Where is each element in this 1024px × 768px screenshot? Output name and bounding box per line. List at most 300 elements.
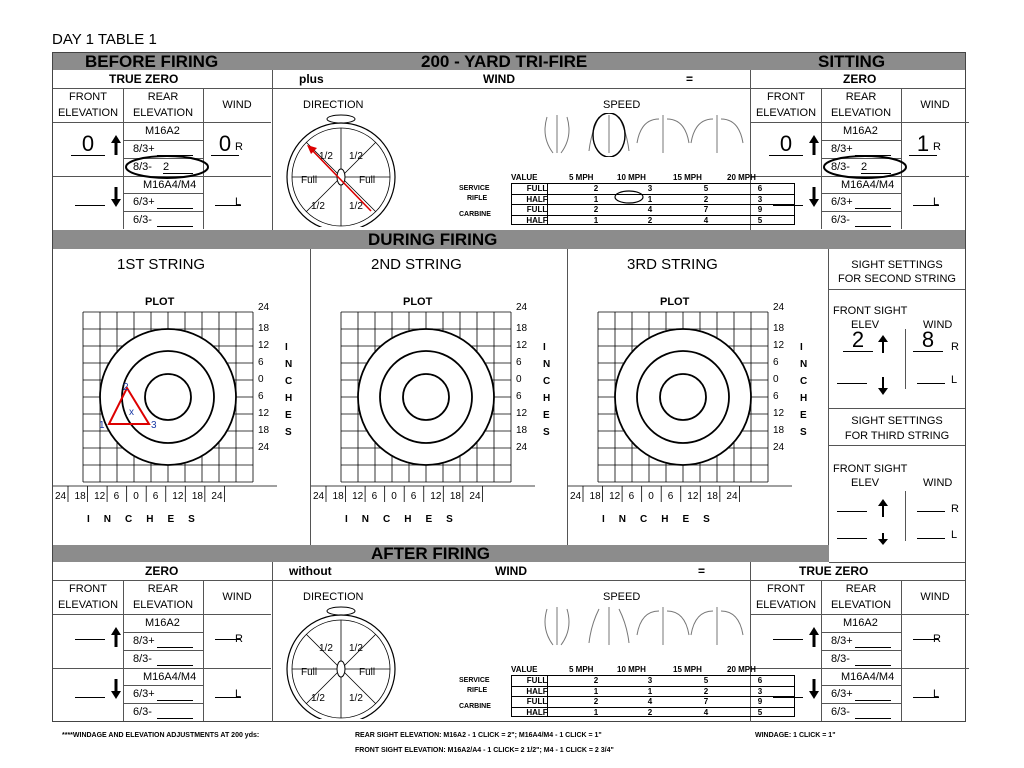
plot-1-xtick-8: 24 (211, 491, 223, 502)
footer-note-windage: WINDAGE: 1 CLICK = 1" (755, 732, 836, 739)
plot-3-xtick-4: 0 (648, 491, 654, 502)
after-true-zero-label: TRUE ZERO (799, 564, 869, 578)
plot-2-xtick-7: 18 (449, 491, 461, 502)
wb-clock-full-1: Full (301, 667, 318, 678)
plot-3-inches-v-4: E (800, 410, 807, 421)
footer-note-front-sight: FRONT SIGHT ELEVATION: M16A2/A4 - 1 CLICK= 2 1/2"; M4 - 1 CLICK = 2 3/4" (355, 747, 614, 754)
third-elev-down-blank[interactable] (837, 538, 867, 539)
br-63plus: 6/3+ (831, 688, 853, 700)
plot-2-inches-v-3: H (543, 393, 551, 404)
br-rear-elevation-label: ELEVATION (830, 599, 892, 611)
up-arrow-icon (877, 499, 889, 517)
plot-2-xtick-4: 0 (391, 491, 397, 502)
wb-clock-half-3: 1/2 (311, 693, 325, 704)
wb-cell-1-0-3: 7 (703, 697, 709, 706)
tl-m16a4m4: M16A4/M4 (143, 179, 197, 191)
tr-83plus: 8/3+ (831, 143, 853, 155)
wb-clock-full-2: Full (359, 667, 376, 678)
plot-1-inches-v-3: H (285, 393, 293, 404)
wb-table-header-1: 5 MPH (569, 665, 594, 674)
page-title: DAY 1 TABLE 1 (52, 31, 157, 48)
third-elev-up-blank[interactable] (837, 511, 867, 512)
wb-cell-0-1-2: 1 (647, 686, 653, 696)
wt-cell-0-0-1: 2 (593, 184, 599, 193)
plot-2-inches-v-5: S (543, 427, 550, 438)
up-arrow-icon (809, 627, 819, 647)
wb-cell-0-1-4: 3 (757, 686, 763, 696)
plot-3-ytick-2: 12 (773, 340, 785, 351)
wt-cell-0-1-1: 1 (593, 194, 599, 204)
score-card (52, 52, 966, 722)
wind-r-2: R (951, 341, 959, 353)
plot-2-inches-v-1: N (543, 359, 551, 370)
br-m16a2: M16A2 (843, 617, 878, 629)
plot-1-inches-h: INCHES (87, 514, 209, 523)
wt-table-header-4: 20 MPH (727, 173, 756, 182)
tr-front-elev-value[interactable]: 0 (769, 133, 803, 156)
plot-3rd-string[interactable] (568, 293, 824, 523)
tr-front-label: FRONT (767, 91, 805, 103)
wb-table-header-3: 15 MPH (673, 665, 702, 674)
bl-63plus: 6/3+ (133, 688, 155, 700)
after-wind-panel (273, 581, 763, 721)
plot-1-xtick-6: 12 (172, 491, 184, 502)
br-83minus: 8/3- (831, 653, 850, 665)
wind-l-3: L (951, 529, 958, 541)
wb-clock-half-1: 1/2 (319, 643, 333, 654)
tr-83minus: 8/3- (831, 161, 850, 173)
wt-cell-0-0-2: 3 (647, 184, 653, 193)
wt-cell-0-1-4: 3 (757, 194, 763, 204)
wind-label-3: WIND (923, 477, 953, 489)
plot-1-ytick-2: 12 (258, 340, 270, 351)
tl-front-label: FRONT (69, 91, 107, 103)
tr-wind-value[interactable]: 1 (909, 133, 937, 156)
plot-3-xtick-3: 6 (628, 491, 635, 502)
br-wind-label: WIND (920, 591, 950, 603)
before-firing-label: BEFORE FIRING (85, 52, 219, 71)
wt-rifle-label: RIFLE (467, 195, 488, 202)
wb-cell-0-0-1: 2 (593, 676, 599, 685)
wb-speed-label: SPEED (603, 591, 641, 603)
string-1-title: 1ST STRING (117, 256, 206, 273)
down-arrow-icon (809, 679, 819, 699)
bl-wind-label: WIND (222, 591, 252, 603)
zero-label: ZERO (843, 72, 877, 86)
bl-rear-label: REAR (147, 583, 179, 595)
bl-wind-r: R (235, 633, 243, 645)
tl-63plus-blank[interactable] (157, 208, 193, 209)
plot-3-inches-h: INCHES (602, 514, 724, 523)
shot-group-center: x (129, 407, 134, 418)
br-front-label: FRONT (767, 583, 805, 595)
down-arrow-icon (111, 187, 121, 207)
after-zero-label: ZERO (145, 564, 179, 578)
position-label: SITTING (818, 52, 886, 71)
wt-service-label: SERVICE (459, 185, 490, 192)
up-arrow-icon (111, 135, 121, 155)
wb-cell-1-1-4: 5 (757, 707, 763, 717)
br-wind-l: L (933, 688, 940, 700)
second-elev-value[interactable]: 2 (843, 329, 873, 352)
plot-2-xtick-1: 18 (332, 491, 344, 502)
tr-circle-mark (821, 153, 909, 181)
tr-wind-r: R (933, 141, 941, 153)
tl-lower-elev-blank[interactable] (75, 205, 105, 206)
plot-3-inches-v-5: S (800, 427, 807, 438)
wind-label: WIND (483, 72, 515, 86)
plot-1-inches-v-2: C (285, 376, 293, 387)
bl-63minus: 6/3- (133, 706, 152, 718)
plot-2-ytick-5: 6 (516, 391, 522, 402)
bl-front-label: FRONT (69, 583, 107, 595)
after-firing-bar (53, 545, 829, 562)
tr-wind-l: L (933, 196, 940, 208)
wb-cell-0-0-4: 6 (757, 676, 763, 685)
bl-rear-elevation-label: ELEVATION (132, 599, 194, 611)
wt-cell-0-0-3: 5 (703, 184, 709, 193)
plot-3-inches-v-0: I (800, 342, 803, 353)
bl-front-elev-blank[interactable] (75, 639, 105, 640)
tr-63plus-blank[interactable] (855, 208, 891, 209)
plot-2-xtick-2: 12 (352, 491, 364, 502)
wind-r-3: R (951, 503, 959, 515)
wt-table-header-1: 5 MPH (569, 173, 594, 182)
bl-lower-elev-blank[interactable] (75, 697, 105, 698)
wt-cell-0-1-2: 1 (647, 194, 653, 204)
wt-cell-1-1-4: 5 (757, 215, 763, 225)
tl-m16a2: M16A2 (145, 125, 180, 137)
plot-3-xtick-7: 18 (706, 491, 718, 502)
equals-label: = (686, 72, 694, 86)
sight-settings-2-title-2: FOR SECOND STRING (838, 273, 956, 285)
wb-cell-0-1-0: HALF (526, 686, 548, 696)
wb-cell-0-1-3: 2 (703, 686, 709, 696)
tl-rear-label: REAR (147, 91, 179, 103)
plot-1-ytick-1: 18 (258, 323, 270, 334)
wb-cell-1-0-2: 4 (647, 697, 653, 706)
wt-cell-0-0-0: FULL (526, 184, 548, 193)
wb-cell-1-1-1: 1 (593, 707, 599, 717)
down-arrow-icon (111, 679, 121, 699)
up-arrow-icon (111, 627, 121, 647)
second-wind-l-blank[interactable] (917, 383, 945, 384)
tl-83minus: 8/3- (133, 161, 152, 173)
footer-note-rear-sight: REAR SIGHT ELEVATION: M16A2 - 1 CLICK = 2"; M16A4/M4 - 1 CLICK = 1" (355, 732, 602, 739)
during-firing-label: DURING FIRING (368, 230, 498, 249)
plot-3-xtick-2: 12 (609, 491, 621, 502)
wb-rifle-label: RIFLE (467, 687, 488, 694)
plot-3-ytick-1: 18 (773, 323, 785, 334)
wb-cell-0-0-2: 3 (647, 676, 653, 685)
wt-table-header-3: 15 MPH (673, 173, 702, 182)
second-wind-value[interactable]: 8 (913, 329, 943, 352)
plot-2-ytick-1: 18 (516, 323, 528, 334)
bl-83plus: 8/3+ (133, 635, 155, 647)
bl-83plus-blank[interactable] (157, 647, 193, 648)
second-elev-down-blank[interactable] (837, 383, 867, 384)
plot-3-ytick-7: 18 (773, 425, 785, 436)
third-wind-r-blank[interactable] (917, 511, 945, 512)
string-2-title: 2ND STRING (371, 256, 462, 273)
plot-2-ytick-8: 24 (516, 442, 528, 453)
plot-1-inches-v-4: E (285, 410, 292, 421)
br-m16a4m4: M16A4/M4 (841, 671, 895, 683)
during-firing-bar (53, 230, 965, 249)
tl-83plus: 8/3+ (133, 143, 155, 155)
true-zero-label: TRUE ZERO (109, 72, 179, 86)
bl-elevation-label: ELEVATION (57, 599, 119, 611)
tr-63plus: 6/3+ (831, 196, 853, 208)
tr-63minus-blank[interactable] (855, 226, 891, 227)
wb-cell-1-0-0: FULL (526, 697, 548, 706)
plot-title-3: PLOT (660, 296, 690, 308)
wb-cell-0-1-1: 1 (593, 686, 599, 696)
plot-3-xtick-6: 12 (687, 491, 699, 502)
wt-carbine-label: CARBINE (459, 211, 491, 218)
wb-table-header-4: 20 MPH (727, 665, 756, 674)
wb-cell-1-0-4: 9 (757, 697, 763, 706)
wb-clock-half-4: 1/2 (349, 693, 363, 704)
bl-83minus-blank[interactable] (157, 665, 193, 666)
tr-rear-elevation-label: ELEVATION (830, 107, 892, 119)
tl-wind-value[interactable]: 0 (211, 133, 239, 156)
plot-2-xtick-8: 24 (469, 491, 481, 502)
plot-2-xtick-3: 6 (371, 491, 378, 502)
wt-cell-1-1-1: 1 (593, 215, 599, 225)
plot-2-ytick-7: 18 (516, 425, 528, 436)
plot-1-inches-v-1: N (285, 359, 293, 370)
plot-3-ytick-0: 24 (773, 302, 785, 313)
wb-service-label: SERVICE (459, 677, 490, 684)
bl-wind-l: L (235, 688, 242, 700)
plot-2-ytick-4: 0 (516, 374, 522, 385)
plot-title-2: PLOT (403, 296, 433, 308)
tl-83minus-value[interactable]: 2 (163, 161, 193, 174)
bl-m16a2: M16A2 (145, 617, 180, 629)
br-front-elev-blank[interactable] (773, 639, 803, 640)
plot-2-ytick-3: 6 (516, 357, 522, 368)
after-equals-label: = (698, 564, 706, 578)
plot-1-ytick-5: 6 (258, 391, 264, 402)
plot-2nd-string[interactable] (311, 293, 567, 523)
bl-m16a4m4: M16A4/M4 (143, 671, 197, 683)
br-63minus-blank[interactable] (855, 718, 891, 719)
wt-cell-1-1-3: 4 (703, 215, 709, 225)
plot-3-ytick-5: 6 (773, 391, 779, 402)
elev-label-3: ELEV (851, 477, 880, 489)
shot-mark-2: 2 (123, 382, 129, 393)
plot-1-ytick-3: 6 (258, 357, 264, 368)
tr-wind-label: WIND (920, 99, 950, 111)
wb-wind-speed-flags (513, 605, 749, 649)
sight-settings-2-title-1: SIGHT SETTINGS (851, 259, 943, 271)
wb-direction-label: DIRECTION (303, 591, 364, 603)
br-elevation-label: ELEVATION (755, 599, 817, 611)
third-wind-l-blank[interactable] (917, 538, 945, 539)
wb-clock-half-2: 1/2 (349, 643, 363, 654)
shot-mark-3: 3 (151, 420, 157, 431)
wb-table-header-2: 10 MPH (617, 665, 646, 674)
down-arrow-icon (877, 533, 889, 545)
wb-cell-1-1-0: HALF (526, 707, 548, 717)
plot-1-xtick-1: 18 (74, 491, 86, 502)
without-label: without (289, 564, 332, 578)
plot-1-xtick-0: 24 (55, 491, 67, 502)
wb-cell-1-1-2: 2 (647, 707, 653, 717)
plus-label: plus (299, 72, 324, 86)
plot-1-xtick-2: 12 (94, 491, 106, 502)
wt-clock-full-1: Full (301, 175, 318, 186)
tr-m16a4m4: M16A4/M4 (841, 179, 895, 191)
br-63plus-blank[interactable] (855, 700, 891, 701)
plot-3-xtick-1: 18 (589, 491, 601, 502)
wt-cell-1-1-2: 2 (647, 215, 653, 225)
tr-83minus-value[interactable]: 2 (861, 161, 891, 174)
down-arrow-icon (809, 187, 819, 207)
wt-cell-1-0-3: 7 (703, 205, 709, 214)
plot-2-inches-v-0: I (543, 342, 546, 353)
plot-1-ytick-8: 24 (258, 442, 270, 453)
after-wind-label: WIND (495, 564, 527, 578)
br-63minus: 6/3- (831, 706, 850, 718)
wt-table-circle-mark (613, 190, 645, 204)
wt-clock-full-2: Full (359, 175, 376, 186)
plot-1-inches-v-5: S (285, 427, 292, 438)
tl-elevation-label: ELEVATION (57, 107, 119, 119)
up-arrow-icon (809, 135, 819, 155)
after-firing-label: AFTER FIRING (371, 544, 490, 563)
front-sight-label-2: FRONT SIGHT (833, 305, 908, 317)
plot-2-inches-v-4: E (543, 410, 550, 421)
plot-1-ytick-6: 12 (258, 408, 270, 419)
tr-63minus: 6/3- (831, 214, 850, 226)
plot-3-inches-v-2: C (800, 376, 808, 387)
bl-63plus-blank[interactable] (157, 700, 193, 701)
wt-cell-1-0-0: FULL (526, 205, 548, 214)
wind-l-2: L (951, 374, 958, 386)
plot-3-ytick-4: 0 (773, 374, 779, 385)
tl-63minus: 6/3- (133, 214, 152, 226)
plot-3-ytick-8: 24 (773, 442, 785, 453)
down-arrow-icon (877, 377, 889, 395)
sight-settings-3-title-2: FOR THIRD STRING (844, 430, 950, 442)
up-arrow-icon (877, 335, 889, 353)
plot-1st-string[interactable] (53, 293, 309, 523)
wt-cell-1-0-2: 4 (647, 205, 653, 214)
wt-wind-speed-flags (513, 113, 749, 157)
plot-2-xtick-0: 24 (313, 491, 325, 502)
wind-label-2: WIND (923, 319, 953, 331)
tr-rear-label: REAR (845, 91, 877, 103)
br-83plus: 8/3+ (831, 635, 853, 647)
plot-1-xtick-3: 6 (113, 491, 120, 502)
plot-2-inches-v-2: C (543, 376, 551, 387)
course-title: 200 - YARD TRI-FIRE (421, 52, 588, 71)
plot-1-ytick-7: 18 (258, 425, 270, 436)
wb-cell-0-0-0: FULL (526, 676, 548, 685)
tl-wind-r: R (235, 141, 243, 153)
before-firing-bar (53, 53, 965, 70)
bl-83minus: 8/3- (133, 653, 152, 665)
wt-cell-0-1-0: HALF (526, 194, 548, 204)
plot-title-1: PLOT (145, 296, 175, 308)
plot-2-ytick-0: 24 (516, 302, 528, 313)
tl-wind-l: L (235, 196, 242, 208)
elev-label-2: ELEV (851, 319, 880, 331)
wt-speed-label: SPEED (603, 99, 641, 111)
tl-rear-elevation-label: ELEVATION (132, 107, 194, 119)
tl-wind-label: WIND (222, 99, 252, 111)
string-3-title: 3RD STRING (627, 256, 718, 273)
wt-clock-half-2: 1/2 (349, 151, 363, 162)
plot-3-xtick-8: 24 (726, 491, 738, 502)
plot-3-inches-v-3: H (800, 393, 808, 404)
sight-settings-panel (829, 249, 965, 545)
shooter-icon (327, 115, 355, 123)
tr-m16a2: M16A2 (843, 125, 878, 137)
bl-63minus-blank[interactable] (157, 718, 193, 719)
wb-cell-1-0-1: 2 (593, 697, 599, 706)
sight-settings-3-title-1: SIGHT SETTINGS (851, 415, 943, 427)
plot-3-ytick-3: 6 (773, 357, 779, 368)
tl-circle-mark (123, 153, 211, 181)
wt-table-header-0: VALUE (511, 173, 538, 182)
wt-direction-label: DIRECTION (303, 99, 364, 111)
tl-63minus-blank[interactable] (157, 226, 193, 227)
plot-2-xtick-5: 6 (410, 491, 417, 502)
plot-2-inches-h: INCHES (345, 514, 467, 523)
plot-2-xtick-6: 12 (430, 491, 442, 502)
plot-3-xtick-0: 24 (570, 491, 582, 502)
wb-cell-0-0-3: 5 (703, 676, 709, 685)
wt-cell-0-0-4: 6 (757, 184, 763, 193)
footer-note-adjustments: ****WINDAGE AND ELEVATION ADJUSTMENTS AT 200 yds: (62, 732, 260, 739)
plot-1-xtick-7: 18 (191, 491, 203, 502)
plot-1-xtick-4: 0 (133, 491, 139, 502)
wt-cell-1-1-0: HALF (526, 215, 548, 225)
plot-1-ytick-4: 0 (258, 374, 264, 385)
before-wind-panel (273, 89, 763, 229)
plot-3-inches-v-1: N (800, 359, 808, 370)
plot-1-ytick-0: 24 (258, 302, 270, 313)
br-83plus-blank[interactable] (855, 647, 891, 648)
br-83minus-blank[interactable] (855, 665, 891, 666)
wb-cell-1-1-3: 4 (703, 707, 709, 717)
plot-1-inches-v-0: I (285, 342, 288, 353)
wb-carbine-label: CARBINE (459, 703, 491, 710)
plot-3-ytick-6: 12 (773, 408, 785, 419)
wt-clock-half-4: 1/2 (349, 201, 363, 212)
wb-wind-direction-clock[interactable] (283, 605, 399, 719)
plot-2-ytick-6: 12 (516, 408, 528, 419)
wt-cell-1-0-4: 9 (757, 205, 763, 214)
tl-front-elev-value[interactable]: 0 (71, 133, 105, 156)
wt-cell-0-1-3: 2 (703, 194, 709, 204)
tl-63plus: 6/3+ (133, 196, 155, 208)
plot-2-ytick-2: 12 (516, 340, 528, 351)
shot-mark-1: 1 (99, 420, 105, 431)
plot-1-xtick-5: 6 (152, 491, 159, 502)
wt-clock-half-3: 1/2 (311, 201, 325, 212)
wt-cell-1-0-1: 2 (593, 205, 599, 214)
wt-wind-direction-clock[interactable] (283, 113, 399, 227)
br-wind-r: R (933, 633, 941, 645)
wb-table-header-0: VALUE (511, 665, 538, 674)
plot-3-xtick-5: 6 (667, 491, 674, 502)
shooter-icon (327, 607, 355, 615)
wt-table-header-2: 10 MPH (617, 173, 646, 182)
